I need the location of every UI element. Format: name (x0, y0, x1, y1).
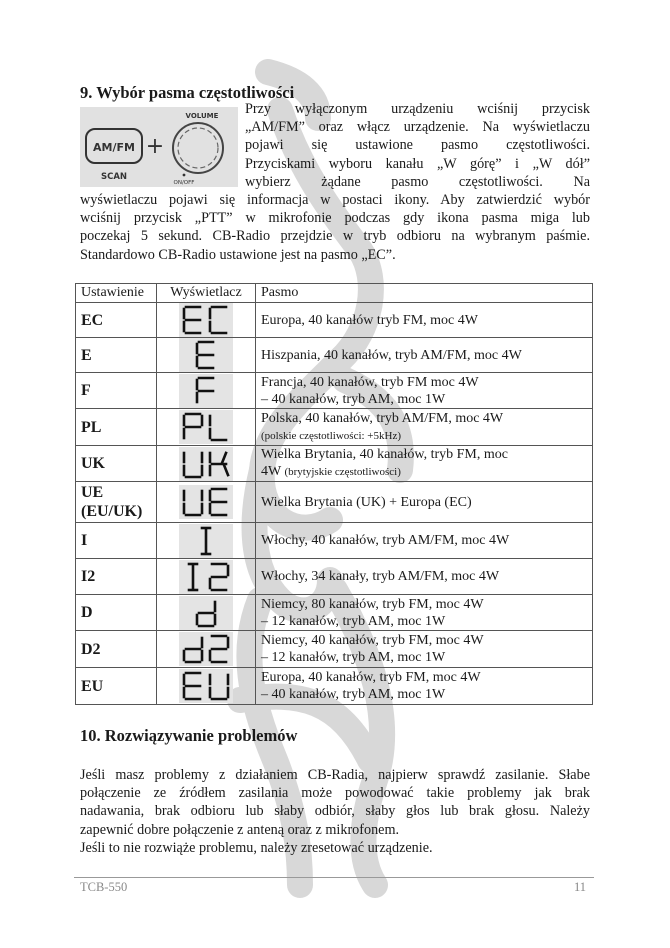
setting-code: F (81, 382, 91, 399)
display-cell (157, 482, 256, 523)
band-description: Polska, 40 kanałów, tryb AM/FM, moc 4W (261, 410, 504, 426)
setting-code: I2 (81, 568, 96, 585)
setting-cell (76, 668, 157, 705)
setting-code: PL (81, 418, 102, 436)
frequency-band-table (75, 283, 593, 705)
display-cell (157, 409, 256, 446)
table-row (76, 446, 593, 482)
band-cell (256, 373, 593, 409)
band-cell (256, 631, 593, 668)
band-description: Europa, 40 kanałów tryb FM, moc 4W (261, 312, 478, 328)
band-description: Niemcy, 40 kanałów, tryb FM, moc 4W (261, 633, 484, 648)
section-9-paragraph-full (80, 191, 590, 264)
paragraph-line: wyświetlaczu pojawi się informacja w postaci ikony. Aby zatwierdzić wybór (80, 192, 590, 208)
band-cell (256, 338, 593, 373)
band-description: Wielka Brytania (UK) + Europa (EC) (261, 494, 472, 510)
footer-divider (74, 877, 594, 878)
band-cell (256, 523, 593, 559)
paragraph-line: wybierz żądane pasmo częstotliwości. Na (245, 173, 590, 190)
band-note: (brytyjskie częstotliwości) (284, 466, 401, 478)
paragraph-line: Jeśli masz problemy z działaniem CB-Radia, najpierw sprawdź zasilanie. Słabe (80, 767, 590, 783)
paragraph-line: „AM/FM” oraz włącz urządzenie. Na wyświetlaczu (245, 119, 590, 136)
table-row (76, 373, 593, 409)
paragraph-line: Standardowo CB-Radio ustawione jest na pasmo „EC”. (80, 246, 396, 263)
paragraph-line: Przy wyłączonym urządzeniu wciśnij przycisk (245, 101, 590, 117)
band-description: Hiszpania, 40 kanałów, tryb AM/FM, moc 4W (261, 347, 522, 363)
paragraph-line: wciśnij przycisk „PTT” w mikrofonie podczas gdy ikona pasma miga lub (80, 210, 590, 227)
band-note: (polskie częstotliwości: +5kHz) (261, 429, 402, 442)
setting-code: I (81, 532, 88, 549)
band-description-cont: – 12 kanałów, tryb AM, moc 1W (261, 613, 446, 629)
display-cell (157, 559, 256, 595)
plus-sign: + (145, 134, 165, 159)
table-row (76, 303, 593, 338)
section-9-title: 9. Wybór pasma częstotliwości (80, 83, 295, 102)
amfm-volume-illustration (80, 107, 238, 187)
band-cell (256, 668, 593, 705)
paragraph-line: nadawania, brak odbioru lub słaby odbiór, słaby głos lub brak głosu. Należy (80, 803, 590, 820)
lcd-display-icon (179, 632, 233, 666)
paragraph-line: poczekaj 5 sekund. CB-Radio przejdzie w tryb odbioru na wybranym paśmie. (80, 228, 590, 245)
setting-cell (76, 559, 157, 595)
display-cell (157, 523, 256, 559)
footer-model: TCB-550 (80, 880, 128, 894)
setting-code: EC (81, 311, 104, 329)
setting-cell (76, 338, 157, 373)
paragraph-line: połączenie ze źródłem zasilania może powodować takie problemy jak brak (80, 785, 590, 802)
lcd-display-icon (179, 596, 233, 630)
display-cell (157, 446, 256, 482)
band-description: Francja, 40 kanałów, tryb FM moc 4W (261, 374, 479, 390)
setting-cell (76, 523, 157, 559)
lcd-display-icon (179, 524, 233, 558)
table-row (76, 595, 593, 631)
table-row (76, 409, 593, 446)
setting-cell (76, 482, 157, 523)
setting-cell (76, 446, 157, 482)
band-description: Europa, 40 kanałów, tryb FM, moc 4W (261, 670, 481, 685)
display-cell (157, 373, 256, 409)
paragraph-line: Przyciskami wyboru kanału „W górę” i „W dół” (245, 155, 590, 172)
band-description: Niemcy, 80 kanałów, tryb FM, moc 4W (261, 596, 484, 612)
lcd-display-icon (179, 447, 233, 481)
setting-cell (76, 303, 157, 338)
band-description-cont: 4W (261, 464, 281, 479)
setting-code: D (81, 604, 93, 621)
table-row (76, 668, 593, 705)
band-cell (256, 446, 593, 482)
band-cell (256, 559, 593, 595)
table-row (76, 523, 593, 559)
band-description: Włochy, 34 kanały, tryb AM/FM, moc 4W (261, 569, 500, 584)
setting-cell (76, 373, 157, 409)
band-description-cont: – 40 kanałów, tryb AM, moc 1W (261, 391, 446, 407)
lcd-display-icon (179, 669, 233, 703)
setting-code: D2 (81, 640, 101, 658)
band-description: Włochy, 40 kanałów, tryb AM/FM, moc 4W (261, 533, 510, 548)
lcd-display-icon (179, 410, 233, 444)
setting-cell (76, 631, 157, 668)
header-band: Pasmo (256, 284, 593, 303)
table-row (76, 338, 593, 373)
scan-label: SCAN (100, 172, 128, 182)
band-cell (256, 409, 593, 446)
setting-code: UE (81, 484, 104, 501)
setting-cell (76, 595, 157, 631)
setting-code-alt: (EU/UK) (81, 503, 143, 520)
display-cell (157, 338, 256, 373)
lcd-display-icon (179, 303, 233, 337)
volume-label: VOLUME (185, 112, 219, 120)
section-9-paragraph-wrapped (245, 100, 590, 191)
paragraph-line: pojawi się ustawione pasmo częstotliwości. (245, 137, 590, 154)
paragraph-line: Jeśli to nie rozwiąże problemu, należy zresetować urządzenie. (80, 839, 433, 856)
header-display: Wyświetlacz (157, 284, 256, 303)
band-description: Wielka Brytania, 40 kanałów, tryb FM, moc (261, 447, 508, 462)
band-cell (256, 595, 593, 631)
band-cell (256, 482, 593, 523)
onoff-label: ON/OFF (173, 180, 195, 186)
display-cell (157, 303, 256, 338)
volume-knob-icon (173, 123, 223, 173)
table-row (76, 559, 593, 595)
section-10-title: 10. Rozwiązywanie problemów (80, 726, 298, 745)
table-row (76, 631, 593, 668)
table-row (76, 482, 593, 523)
footer-page-number: 11 (574, 880, 587, 894)
lcd-display-icon (179, 485, 233, 519)
setting-code: E (81, 346, 92, 364)
section-10-paragraph (80, 766, 590, 857)
paragraph-line: zapewnić dobre połączenie z anteną oraz z mikrofonem. (80, 821, 400, 838)
table-header-row (76, 284, 593, 303)
lcd-display-icon (179, 560, 233, 594)
band-cell (256, 303, 593, 338)
lcd-display-icon (179, 338, 233, 372)
display-cell (157, 595, 256, 631)
header-setting: Ustawienie (76, 284, 157, 303)
setting-cell (76, 409, 157, 446)
band-description-cont: – 12 kanałów, tryb AM, moc 1W (261, 650, 446, 665)
lcd-display-icon (179, 374, 233, 408)
display-cell (157, 668, 256, 705)
amfm-button-label: AM/FM (93, 141, 135, 154)
band-description-cont: – 40 kanałów, tryb AM, moc 1W (261, 687, 446, 702)
setting-code: UK (81, 455, 105, 472)
display-cell (157, 631, 256, 668)
setting-code: EU (81, 677, 104, 695)
